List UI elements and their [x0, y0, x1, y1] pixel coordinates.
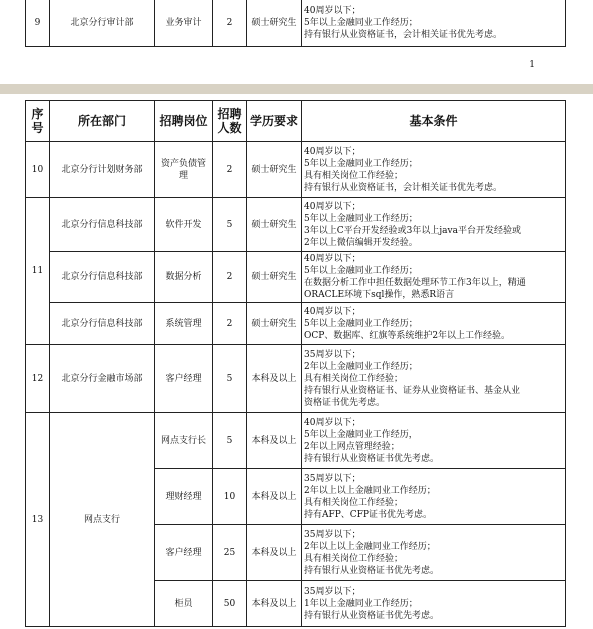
- position-cell: 柜员: [155, 581, 213, 627]
- condition-line: 持有银行从业资格证书优先考虑。: [304, 610, 440, 621]
- count-cell: 25: [213, 525, 247, 581]
- seq-cell: 11: [26, 198, 50, 345]
- position-cell: 业务审计: [155, 0, 213, 47]
- position-cell: 系统管理: [155, 303, 213, 345]
- dept-cell: 网点支行: [50, 413, 155, 627]
- page-separator: [0, 84, 593, 94]
- table-row: [26, 0, 566, 47]
- condition-line: 40周岁以下；: [304, 306, 361, 317]
- condition-line: 35周岁以下；: [304, 529, 361, 540]
- recruitment-table: [25, 100, 566, 627]
- conditions-cell: [302, 142, 566, 198]
- condition-line: 2年以上金融同业工作经历；: [304, 361, 418, 372]
- condition-line: 1年以上金融同业工作经历；: [304, 598, 418, 609]
- position-cell: 客户经理: [155, 525, 213, 581]
- dept-cell: 北京分行金融市场部: [50, 345, 155, 413]
- condition-line: 持有银行从业资格证书，会计相关证书优先考虑。: [304, 182, 503, 193]
- page-number: 1: [529, 60, 535, 70]
- header-dept: 所在部门: [50, 101, 155, 142]
- count-cell: 5: [213, 345, 247, 413]
- edu-cell: 本科及以上: [247, 525, 302, 581]
- condition-line: 40周岁以下；: [304, 6, 361, 16]
- edu-cell: 硕士研究生: [247, 252, 302, 303]
- count-cell: 5: [213, 198, 247, 252]
- condition-line: ORACLE环境下sql操作，熟悉R语言: [304, 290, 455, 300]
- conditions-cell: [302, 525, 566, 581]
- count-cell: 5: [213, 413, 247, 469]
- condition-line: OCP、数据库、红旗等系统维护2年以上工作经验。: [304, 330, 511, 341]
- count-cell: 2: [213, 252, 247, 303]
- table-row: [26, 303, 566, 345]
- page-2: [0, 94, 593, 629]
- condition-line: 5年以上金融同业工作经历；: [304, 266, 418, 276]
- condition-line: 40周岁以下；: [304, 254, 361, 264]
- conditions-cell: [302, 252, 566, 303]
- condition-line: 2年以上微信编辑开发经验。: [304, 237, 418, 248]
- header-row: [26, 101, 566, 142]
- edu-cell: 本科及以上: [247, 413, 302, 469]
- count-cell: 2: [213, 142, 247, 198]
- table-row: [26, 413, 566, 469]
- condition-line: 5年以上金融同业工作经历，: [304, 429, 418, 440]
- header-seq: 序号: [26, 101, 50, 142]
- table-row: [26, 198, 566, 252]
- table-row: [26, 252, 566, 303]
- condition-line: 40周岁以下；: [304, 417, 361, 428]
- condition-line: 5年以上金融同业工作经历；: [304, 158, 418, 169]
- conditions-cell: [302, 345, 566, 413]
- edu-cell: 硕士研究生: [247, 142, 302, 198]
- table-row: [26, 345, 566, 413]
- condition-line: 持有银行从业资格证书优先考虑。: [304, 565, 440, 576]
- conditions-cell: [302, 303, 566, 345]
- conditions-cell: [302, 413, 566, 469]
- edu-cell: 本科及以上: [247, 581, 302, 627]
- condition-line: 2年以上以上金融同业工作经历；: [304, 485, 436, 496]
- condition-line: 具有相关岗位工作经验；: [304, 553, 404, 564]
- count-cell: 2: [213, 0, 247, 47]
- edu-cell: 硕士研究生: [247, 303, 302, 345]
- conditions-cell: [302, 0, 566, 47]
- position-cell: 理财经理: [155, 469, 213, 525]
- count-cell: 2: [213, 303, 247, 345]
- condition-line: 2年以上网点管理经验；: [304, 441, 400, 452]
- dept-cell: 北京分行信息科技部: [50, 198, 155, 252]
- edu-cell: 本科及以上: [247, 469, 302, 525]
- header-conditions: 基本条件: [302, 101, 566, 142]
- seq-cell: 13: [26, 413, 50, 627]
- position-cell: 软件开发: [155, 198, 213, 252]
- recruitment-table-page-1: [25, 0, 566, 47]
- condition-line: 持有银行从业资格证书，会计相关证书优先考虑。: [304, 30, 503, 40]
- header-position: 招聘岗位: [155, 101, 213, 142]
- count-cell: 10: [213, 469, 247, 525]
- condition-line: 40周岁以下；: [304, 146, 361, 157]
- condition-line: 40周岁以下；: [304, 201, 361, 212]
- edu-cell: 硕士研究生: [247, 198, 302, 252]
- edu-cell: 本科及以上: [247, 345, 302, 413]
- conditions-cell: [302, 469, 566, 525]
- condition-line: 35周岁以下；: [304, 586, 361, 597]
- position-cell: 客户经理: [155, 345, 213, 413]
- condition-line: 持有AFP、CFP证书优先考虑。: [304, 509, 432, 520]
- dept-cell: 北京分行信息科技部: [50, 252, 155, 303]
- condition-line: 持有银行从业资格证书、证券从业资格证书、基金从业: [304, 385, 521, 396]
- condition-line: 具有相关岗位工作经验；: [304, 497, 404, 508]
- condition-line: 资格证书优先考虑。: [304, 397, 386, 408]
- conditions-cell: [302, 198, 566, 252]
- dept-cell: 北京分行计划财务部: [50, 142, 155, 198]
- condition-line: 3年以上C平台开发经验或3年以上java平台开发经验或: [304, 225, 521, 236]
- edu-cell: 硕士研究生: [247, 0, 302, 47]
- condition-line: 在数据分析工作中担任数据处理环节工作3年以上，精通: [304, 278, 526, 288]
- condition-line: 5年以上金融同业工作经历；: [304, 18, 418, 28]
- condition-line: 5年以上金融同业工作经历；: [304, 213, 418, 224]
- condition-line: 具有相关岗位工作经验；: [304, 170, 404, 181]
- header-count: 招聘人数: [213, 101, 247, 142]
- count-cell: 50: [213, 581, 247, 627]
- condition-line: 35周岁以下；: [304, 349, 361, 360]
- seq-cell: 10: [26, 142, 50, 198]
- conditions-cell: [302, 581, 566, 627]
- table-row: [26, 142, 566, 198]
- position-cell: 网点支行长: [155, 413, 213, 469]
- header-edu: 学历要求: [247, 101, 302, 142]
- dept-cell: 北京分行信息科技部: [50, 303, 155, 345]
- seq-cell: 9: [26, 0, 50, 47]
- position-cell: 资产负债管理: [155, 142, 213, 198]
- condition-line: 具有相关岗位工作经验；: [304, 373, 404, 384]
- condition-line: 2年以上以上金融同业工作经历；: [304, 541, 436, 552]
- condition-line: 35周岁以下；: [304, 473, 361, 484]
- seq-cell: 12: [26, 345, 50, 413]
- dept-cell: 北京分行审计部: [50, 0, 155, 47]
- position-cell: 数据分析: [155, 252, 213, 303]
- condition-line: 5年以上金融同业工作经历；: [304, 318, 418, 329]
- page-1-bottom: [0, 0, 593, 84]
- condition-line: 持有银行从业资格证书优先考虑。: [304, 453, 440, 464]
